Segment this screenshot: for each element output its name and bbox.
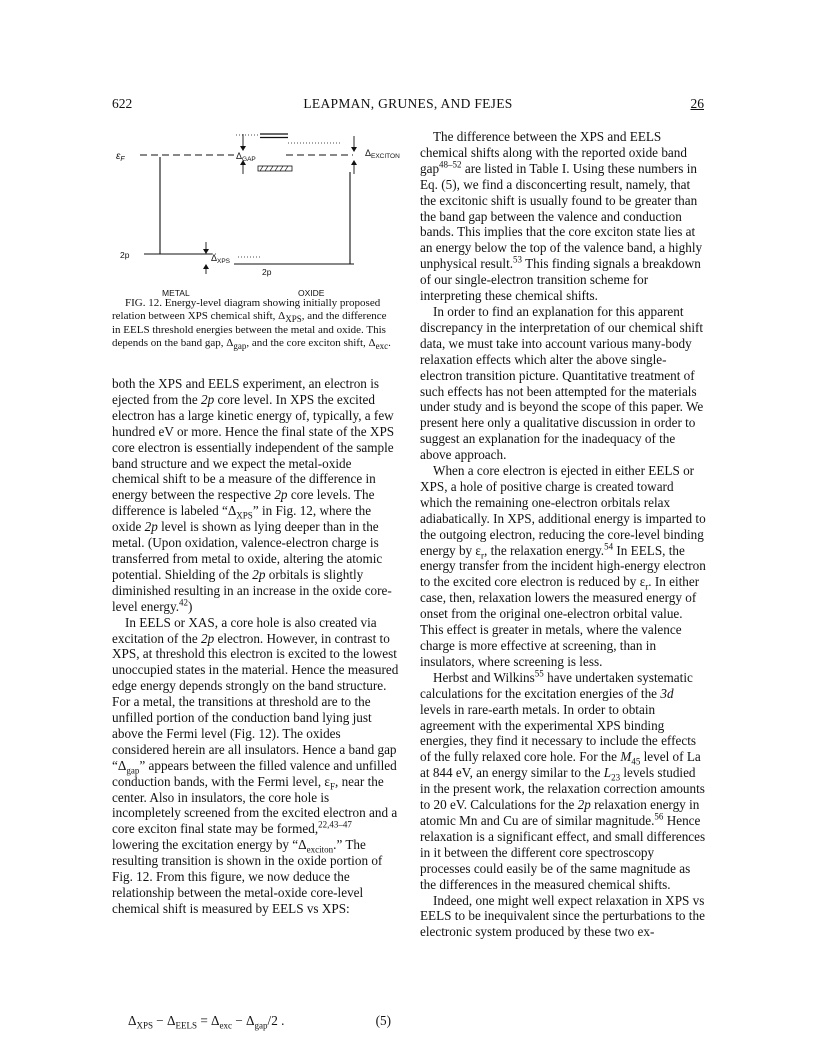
oxide-label: OXIDE <box>298 288 325 298</box>
paragraph-left-1: both the XPS and EELS experiment, an electron is ejected from the 2p core level. In XPS the excited electron has a large kinetic energy of, typically, a few hundred eV or more. Hence the final state of the XPS core electron is essentially independent of the sample band structure and we expect the metal-oxide chemical shift to be a measure of the difference in energy between the respective 2p core levels. The difference is labeled “$\Delta_{XPS}$” in Fig. 12, where the oxide 2p level is shown as lying deeper than in the metal. (Upon oxidation, valence-electron charge is transferred from metal to oxide, altering the atomic potential. Shielding of the 2p orbitals is slightly diminished resulting in an increase in the oxide core-level energy.$^{42}$) <box>112 376 395 614</box>
paragraph-right-4: Herbst and Wilkins$^{55}$ have undertaken systematic calculations for the excitation energies of the 3d levels in rare-earth metals. In order to obtain agreement with the experimental XPS binding energies, they find it necessary to include the effects of the fully relaxed core hole. For the $M_{45}$ level of La at 844 eV, an energy similar to the $L_{23}$ levels studied in the present work, the relaxation correction amounts to 20 eV. Calculations for the 2p relaxation energy in atomic Mn and Cu are of similar magnitude.$^{56}$ Hence relaxation is a significant effect, and small differences in it between the different core spectroscopy processes could easily be of the same magnitude as the differences in the measured chemical shifts. <box>420 668 706 892</box>
energy-level-diagram <box>112 122 412 300</box>
volume-number: 26 <box>690 96 704 111</box>
left-column <box>112 376 399 917</box>
right-column <box>420 129 706 940</box>
paragraph-right-2: In order to find an explanation for this apparent discrepancy in the interpretation of our chemical shift data, we must take into account various many-body relaxation effects which alter the above single-electron transition picture. Quantitative treatment of such effects has not been attempted for the materials under study and is beyond the scope of this paper. We present here only a qualitative discussion in order to suggest an explanation for the inadequacy of the above approach. <box>420 303 704 463</box>
paragraph-right-5: Indeed, one might well expect relaxation in XPS vs EELS to be inequivalent since the perturbations to the electronic system produced by these two ex- <box>420 892 705 940</box>
figure-12-caption <box>112 297 397 350</box>
exciton-label: $\Delta_{EXCITON}$ <box>365 148 400 160</box>
metal-label: METAL <box>162 288 190 298</box>
oxide-2p-label: 2p <box>262 267 272 277</box>
equation-5 <box>112 1013 399 1031</box>
fermi-level-label: $\varepsilon_F$ <box>116 151 125 163</box>
equation-body: $\Delta_{XPS} - \Delta_{EELS} = \Delta_{exc} - \Delta_{gap}/2$ . <box>128 1013 285 1031</box>
page-number: 622 <box>112 96 133 111</box>
metal-2p-label: 2p <box>120 250 130 260</box>
equation-number: (5) <box>375 1013 391 1028</box>
xps-label: $\Delta_{XPS}$ <box>211 253 231 265</box>
paragraph-right-3: When a core electron is ejected in either EELS or XPS, a hole of positive charge is created toward which the remaining one-electron orbitals relax adiabatically. In XPS, additional energy is imparted to the outgoing electron, reducing the core-level binding energy by $\varepsilon_r$, the relaxation energy.$^{54}$ In EELS, the energy transfer from the incident high-energy electron to the excited core electron is reduced by $\varepsilon_r$. In either case, then, relaxation lowers the measured energy of onset from the original one-electron orbital value. This effect is greater in metals, where the valence charge is more effective at screening, than in insulators, where screening is less. <box>420 463 706 669</box>
figure-12-energy-diagram <box>112 122 412 300</box>
caption-text: FIG. 12. Energy-level diagram showing initially proposed relation between XPS chemical shift, $\Delta_{XPS}$, and the difference in EELS threshold energies between the metal and oxide. This depends on the band gap, $\Delta_{gap}$, and the core exciton shift, $\Delta_{exc}$. <box>112 297 391 352</box>
paragraph-right-1: The difference between the XPS and EELS chemical shifts along with the reported oxide band gap$^{48-52}$ are listed in Table I. Using these numbers in Eq. (5), we find a disconcerting result, namely, that the excitonic shift is usually found to be greater than the band gap between the valence and conduction bands. This implies that the core exciton state lies at an energy below the top of the valence band, a highly unphysical result.$^{53}$ This finding signals a breakdown of our single-electron transition scheme for interpreting these chemical shifts. <box>420 129 703 304</box>
running-header <box>112 96 704 114</box>
gap-label: $\Delta_{GAP}$ <box>236 151 256 163</box>
paragraph-left-2: In EELS or XAS, a core hole is also created via excitation of the 2p electron. However, in contrast to XPS, at threshold this electron is excited to the lowest unoccupied states in the material. Hence the measured edge energy depends strongly on the band structure. For a metal, the transitions at threshold are to the unfilled portion of the conduction band lying just above the Fermi level (Fig. 12). The oxides considered herein are all insulators. Hence a band gap “$\Delta_{gap}$” appears between the filled valence and unfilled conduction bands, with the Fermi level, $\varepsilon_F$, near the center. Also in insulators, the core hole is incompletely screened from the excited electron and a core exciton final state may be formed,$^{22,43-47}$ lowering the excitation energy by “$\Delta_{exciton}$.” The resulting transition is shown in the oxide portion of Fig. 12. From this figure, we now deduce the relationship between the metal-oxide core-level chemical shift is measured by EELS vs XPS: <box>112 614 399 916</box>
running-title: LEAPMAN, GRUNES, AND FEJES <box>303 96 513 111</box>
